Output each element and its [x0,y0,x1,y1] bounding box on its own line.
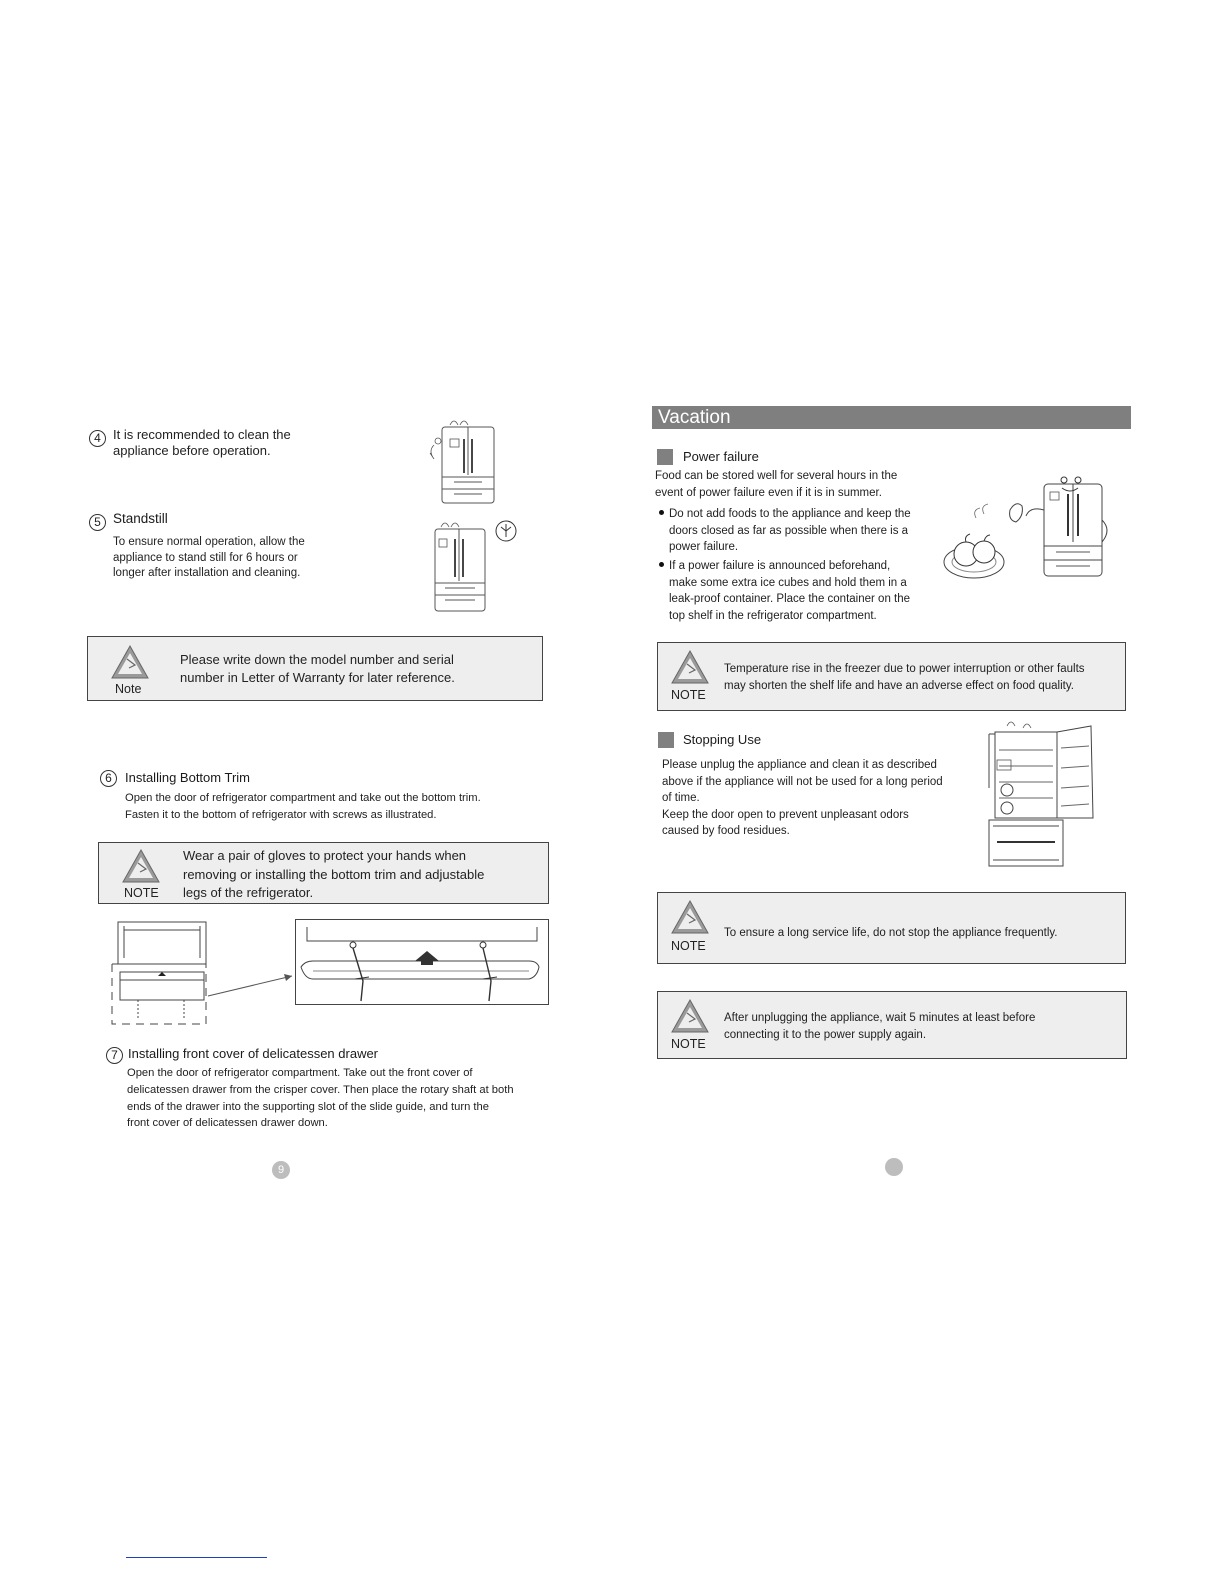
note-text [180,651,455,687]
bottom-trim-detail [295,919,549,1005]
section-marker-square [657,449,673,465]
power-failure-bullet-1 [669,506,911,556]
note-label: NOTE [671,688,706,702]
note-box-gloves [98,842,549,904]
section-title: Vacation [658,407,731,428]
section-marker-square [658,732,674,748]
bullet-line: doors closed as far as possible when there is a [669,524,909,537]
note-text [724,661,1085,695]
stopping-use-title: Stopping Use [683,732,762,747]
section-header-vacation [652,406,1131,429]
step6-text [125,790,481,823]
step-number-5: 5 [89,514,106,531]
note-line: legs of the refrigerator. [183,885,314,900]
bullet-dot [659,562,664,567]
note-label: Note [115,682,142,696]
bullet-line: leak-proof container. Place the container on the [669,593,911,605]
note-text [724,925,1058,942]
intro-line: Food can be stored well for several hours in the [655,470,898,482]
warning-triangle-icon [110,644,150,680]
power-failure-title: Power failure [683,449,759,464]
stopping-line: Keep the door open to prevent unpleasant odors [662,808,909,821]
step5-text [113,535,305,582]
bullet-line: If a power failure is announced beforehand, [669,560,891,572]
note-text [183,847,484,903]
step7-line: Open the door of refrigerator compartment. Take out the front cover of [127,1067,473,1079]
bullet-line: Do not add foods to the appliance and keep the [669,508,911,520]
step4-line: appliance before operation. [113,442,271,458]
step5-line: appliance to stand still for 6 hours or [113,551,298,564]
note-box-warranty [87,636,543,701]
step7-line: ends of the drawer into the supporting slot of the slide guide, and turn the [127,1100,489,1113]
note-line: removing or installing the bottom trim and adjustable [183,866,485,882]
note-line: Please write down the model number and serial [180,652,454,667]
step7-line: front cover of delicatessen drawer down. [127,1117,328,1130]
step-number-6: 6 [100,770,117,787]
step4-text [113,427,291,458]
bullet-line: power failure. [669,541,739,553]
note-line: connecting it to the power supply again. [724,1029,927,1041]
warning-triangle-icon [670,899,710,935]
step7-title: Installing front cover of delicatessen drawer [128,1046,379,1061]
power-failure-bullet-2 [669,558,910,624]
step6-title: Installing Bottom Trim [125,770,250,785]
stopping-line: Please unplug the appliance and clean it as described [662,759,937,771]
note-line: may shorten the shelf life and have an adverse effect on food quality. [724,680,1074,692]
step5-line: To ensure normal operation, allow the [113,536,305,548]
step7-text [127,1065,514,1132]
stopping-line: above if the appliance will not be used for a long period [662,775,943,788]
stopping-line: of time. [662,792,700,804]
bottom-trim-diagram [108,918,294,1026]
step-number-4: 4 [89,430,106,447]
bullet-line: top shelf in the refrigerator compartment. [669,609,877,622]
stopping-use-text [662,757,943,840]
step6-line: Fasten it to the bottom of refrigerator with screws as illustrated. [125,808,437,821]
warning-triangle-icon [121,848,161,884]
note-text [724,1010,1035,1044]
note-label: NOTE [671,939,706,953]
note-label: NOTE [671,1037,706,1051]
bullet-dot [659,510,664,515]
note-line: number in Letter of Warranty for later reference. [180,670,455,685]
step5-line: longer after installation and cleaning. [113,567,301,579]
step-number-7: 7 [106,1047,123,1064]
power-failure-intro [655,468,897,502]
warning-triangle-icon [670,998,710,1034]
note-line: To ensure a long service life, do not stop the appliance frequently. [724,927,1058,939]
refrigerator-illustration [420,415,500,507]
page-number-right [885,1158,903,1176]
apples-plate-illustration [940,470,1115,590]
note-line: Temperature rise in the freezer due to power interruption or other faults [724,663,1085,675]
bullet-line: make some extra ice cubes and hold them in a [669,576,907,589]
note-line: After unplugging the appliance, wait 5 minutes at least before [724,1012,1036,1024]
step6-line: Open the door of refrigerator compartment and take out the bottom trim. [125,792,481,804]
stopping-line: caused by food residues. [662,825,790,837]
step4-line: It is recommended to clean the [113,427,291,442]
warning-triangle-icon [670,649,710,685]
refrigerator-illustration [985,720,1125,870]
note-box-unplug [657,991,1127,1059]
note-box-service-life [657,892,1126,964]
step7-line: delicatessen drawer from the crisper cover. Then place the rotary shaft at both [127,1083,514,1096]
page-number-left: 9 [272,1161,290,1179]
note-line: Wear a pair of gloves to protect your hands when [183,848,467,863]
note-box-temperature [657,642,1126,711]
link-underline [126,1557,267,1558]
note-label: NOTE [124,886,159,900]
clock-icon [494,519,518,543]
step5-title: Standstill [113,511,168,526]
intro-line: event of power failure even if it is in summer. [655,487,882,499]
